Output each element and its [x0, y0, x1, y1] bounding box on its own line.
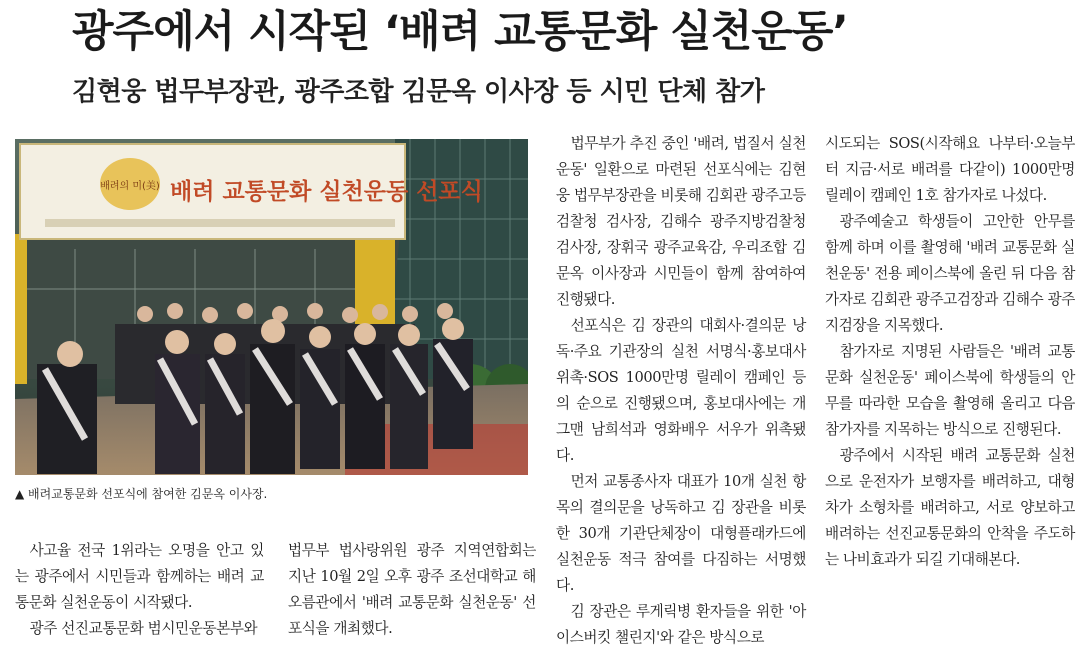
- article-column-3: [556, 131, 806, 651]
- paragraph: 사고율 전국 1위라는 오명을 안고 있는 광주에서 시민들과 함께하는 배려 교통문화 실천운동이 시작됐다.: [15, 542, 264, 611]
- paragraph: 광주에서 시작된 배려 교통문화 실천으로 운전자가 보행자를 배려하고, 대형차가 소형차를 배려하고, 서로 양보하고 배려하는 선진교통문화의 안착을 주도하는 나비효과가 되길 기대해본다.: [825, 447, 1075, 568]
- banner-title: 배려 교통문화 실천운동 선포식: [170, 179, 483, 205]
- paragraph: 먼저 교통종사자 대표가 10개 실천 항목의 결의문을 낭독하고 김 장관을 비롯한 30개 기관단체장이 대형플래카드에 실천운동 적극 참여를 다짐하는 서명했다.: [556, 473, 806, 594]
- paragraph: 광주예술고 학생들이 고안한 안무를 함께 하며 이를 촬영해 '배려 교통문화 실천운동' 전용 페이스북에 올린 뒤 다음 참가자로 김회관 광주고검장과 김해수 광주지검장을 지목했다.: [825, 213, 1075, 334]
- article-column-2: [288, 538, 536, 642]
- news-photo: [15, 139, 528, 475]
- paragraph: 선포식은 김 장관의 대회사·결의문 낭독·주요 기관장의 실천 서명식·홍보대사 위촉·SOS 1000만명 릴레이 캠페인 등의 순으로 진행됐으며, 홍보대사에는 개그맨 남희석과 영화배우 서우가 위촉됐다.: [556, 317, 806, 464]
- paragraph: 김 장관은 루게릭병 환자들을 위한 '아이스버킷 챌린지'와 같은 방식으로: [556, 603, 806, 646]
- paragraph: 법무부가 추진 중인 '배려, 법질서 실천운동' 일환으로 마련된 선포식에는 김현웅 법무부장관을 비롯해 김회관 광주고등검찰청 검사장, 김해수 광주지방검찰청 검사장, 장휘국 광주교육감, 우리조합 김문옥 이사장과 시민들이 함께 참여하여 진행됐다.: [556, 135, 806, 308]
- subheadline: 김현웅 법무부장관, 광주조합 김문옥 이사장 등 시민 단체 참가: [72, 77, 765, 107]
- headline: 광주에서 시작된 ‘배려 교통문화 실천운동’: [72, 7, 848, 57]
- paragraph: 시도되는 SOS(시작해요 나부터·오늘부터 지금·서로 배려를 다같이) 1000만명 릴레이 캠페인 1호 참가자로 나섰다.: [825, 135, 1075, 204]
- paragraph: 법무부 법사랑위원 광주 지역연합회는 지난 10월 2일 오후 광주 조선대학교 해오름관에서 '배려 교통문화 실천운동' 선포식을 개최했다.: [288, 542, 536, 637]
- banner-logo: 배려의 미(美): [100, 181, 160, 192]
- paragraph: 광주 선진교통문화 범시민운동본부와: [29, 620, 258, 637]
- article-column-4: [825, 131, 1075, 573]
- photo-caption: ▲ 배려교통문화 선포식에 참여한 김문옥 이사장.: [15, 487, 268, 501]
- article-column-1: [15, 538, 264, 642]
- paragraph: 참가자로 지명된 사람들은 '배려 교통문화 실천운동' 페이스북에 학생들의 안무를 따라한 모습을 촬영해 올리고 다음 참가자를 지목하는 방식으로 진행된다.: [825, 343, 1075, 438]
